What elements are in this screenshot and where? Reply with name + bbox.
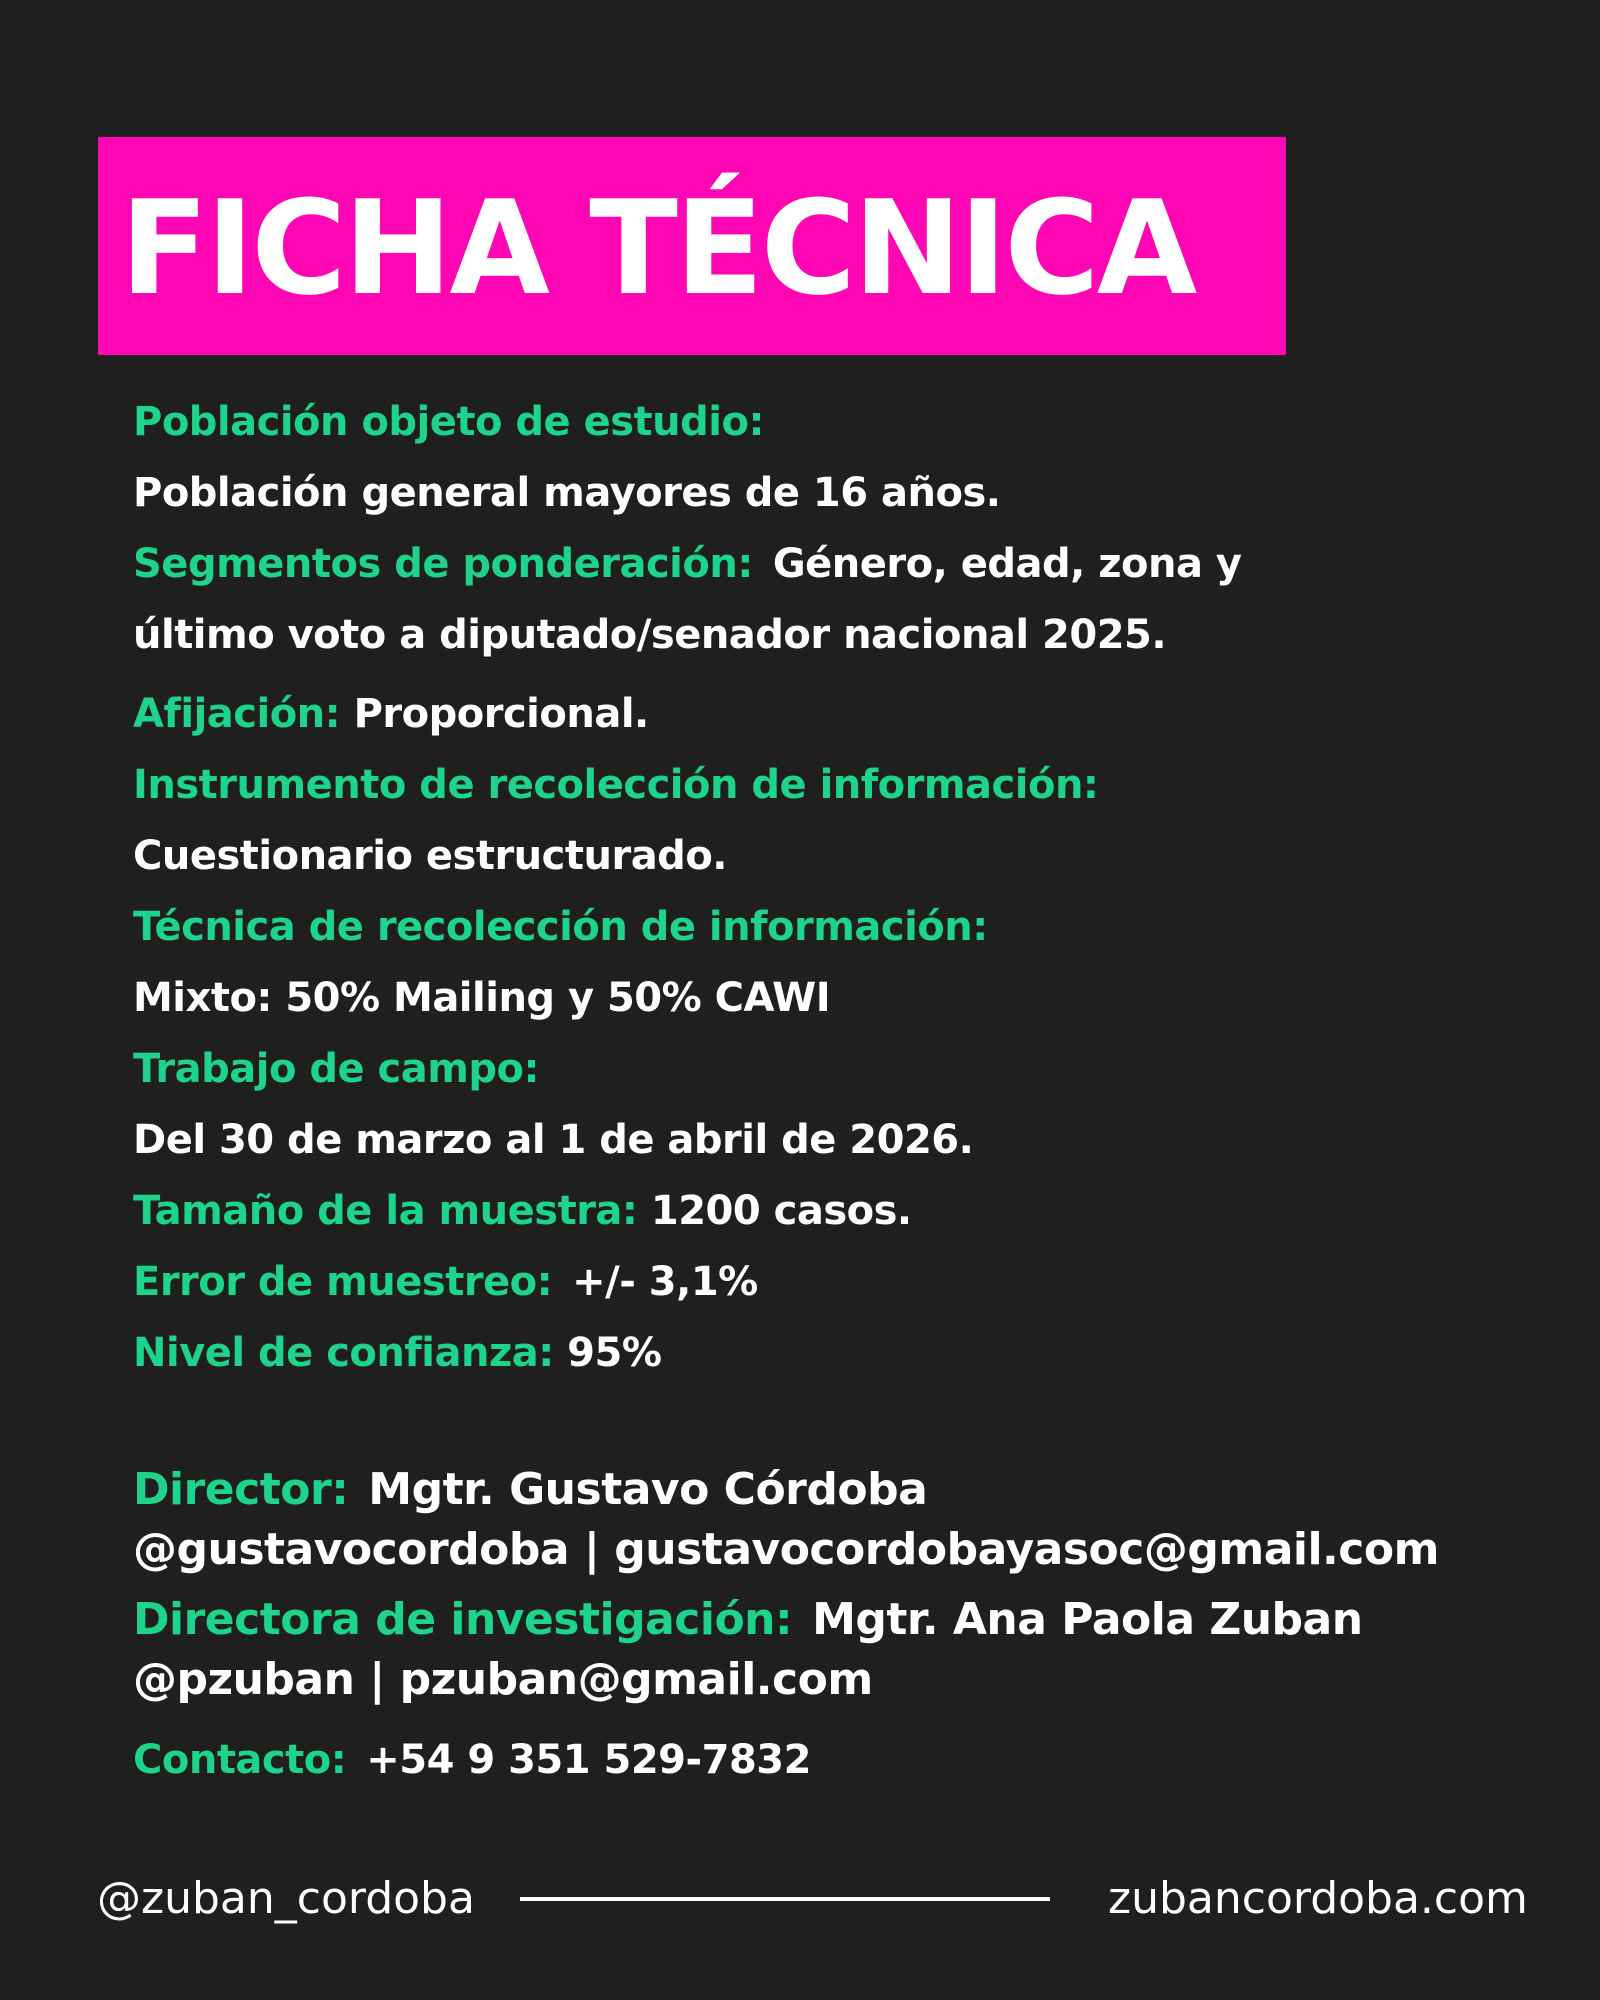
credits (133, 1460, 1553, 1790)
instrumento-value: Cuestionario estructurado. (133, 833, 727, 879)
confianza-value: 95% (567, 1330, 662, 1376)
error-row (133, 1247, 1533, 1318)
segmentos-value-1: Género, edad, zona y (772, 541, 1242, 587)
director-row (133, 1460, 1553, 1520)
director-contact (133, 1520, 1553, 1580)
segmentos-value-2: último voto a diputado/senador nacional 2025. (133, 612, 1167, 658)
trabajo-value: Del 30 de marzo al 1 de abril de 2026. (133, 1117, 974, 1163)
title-banner (98, 137, 1286, 355)
website-link: zubancordoba.com (1108, 1873, 1528, 1924)
trabajo-row (133, 1034, 1533, 1105)
instrumento-value-row (133, 821, 1533, 892)
poblacion-value-row (133, 458, 1533, 529)
poblacion-label: Población objeto de estudio: (133, 399, 764, 445)
confianza-label: Nivel de confianza: (133, 1330, 554, 1376)
directora-contact (133, 1650, 1553, 1710)
instrumento-label: Instrumento de recolección de información: (133, 762, 1099, 808)
segmentos-row (133, 529, 1533, 600)
muestra-value: 1200 casos. (650, 1188, 912, 1234)
directora-contact-text: @pzuban | pzuban@gmail.com (133, 1654, 873, 1705)
segmentos-value-row (133, 600, 1533, 671)
social-handle: @zuban_cordoba (97, 1873, 475, 1924)
muestra-label: Tamaño de la muestra: (133, 1188, 638, 1234)
trabajo-label: Trabajo de campo: (133, 1046, 540, 1092)
directora-name: Mgtr. Ana Paola Zuban (812, 1594, 1363, 1645)
afijacion-label: Afijación: (133, 691, 341, 737)
muestra-row (133, 1176, 1533, 1247)
director-contact-text: @gustavocordoba | gustavocordobayasoc@gmail.com (133, 1524, 1439, 1575)
contacto-value: +54 9 351 529-7832 (366, 1737, 811, 1783)
segmentos-label: Segmentos de ponderación: (133, 541, 753, 587)
tecnica-row (133, 892, 1533, 963)
poblacion-value: Población general mayores de 16 años. (133, 470, 1001, 516)
afijacion-value: Proporcional. (353, 691, 649, 737)
directora-row (133, 1590, 1553, 1650)
poblacion-row (133, 387, 1533, 458)
tecnica-value: Mixto: 50% Mailing y 50% CAWI (133, 975, 831, 1021)
confianza-row (133, 1318, 1533, 1389)
contacto-row (133, 1730, 1553, 1790)
error-label: Error de muestreo: (133, 1259, 553, 1305)
contacto-label: Contacto: (133, 1737, 347, 1783)
directora-label: Directora de investigación: (133, 1594, 793, 1645)
tecnica-value-row (133, 963, 1533, 1034)
instrumento-row (133, 750, 1533, 821)
page-title: FICHA TÉCNICA (120, 172, 1195, 324)
director-label: Director: (133, 1464, 349, 1515)
technical-sheet (133, 387, 1533, 1389)
tecnica-label: Técnica de recolección de información: (133, 904, 988, 950)
error-value: +/- 3,1% (572, 1259, 758, 1305)
afijacion-row (133, 679, 1533, 750)
director-name: Mgtr. Gustavo Córdoba (368, 1464, 928, 1515)
footer-divider (520, 1897, 1050, 1901)
trabajo-value-row (133, 1105, 1533, 1176)
